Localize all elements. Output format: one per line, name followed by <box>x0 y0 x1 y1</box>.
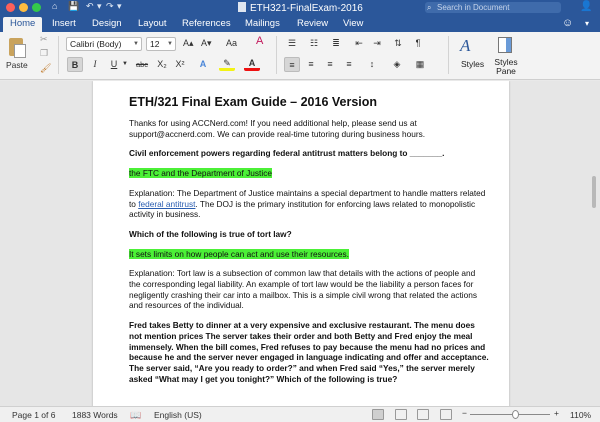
explanation-1-text: Explanation: The Department of Justice maintains a special department to handle matters related to <box>129 187 486 209</box>
focus-view-button[interactable] <box>440 409 452 420</box>
bullets-icon[interactable]: ☰ <box>287 38 297 48</box>
strikethrough-button[interactable]: abc <box>135 60 149 69</box>
numbering-icon[interactable]: ☷ <box>309 38 319 48</box>
maximize-window-button[interactable] <box>32 3 41 12</box>
font-name-value: Calibri (Body) <box>70 39 122 49</box>
paste-icon[interactable] <box>6 36 26 58</box>
decrease-indent-icon[interactable]: ⇤ <box>355 38 363 48</box>
tab-home[interactable]: Home <box>3 17 42 32</box>
tab-insert[interactable]: Insert <box>52 18 76 29</box>
document-canvas[interactable] <box>0 81 600 407</box>
answer-2-highlight: It sets limits on how people can act and use their resources. <box>129 248 349 259</box>
tab-layout[interactable]: Layout <box>138 18 167 29</box>
ribbon <box>0 32 600 80</box>
tab-view[interactable]: View <box>343 18 364 29</box>
answer-1-highlight: the FTC and the Department of Justice <box>129 168 272 179</box>
align-left-icon[interactable]: ≡ <box>284 57 300 72</box>
chevron-down-icon: ▼ <box>167 41 173 47</box>
divider <box>58 36 59 74</box>
document-page[interactable] <box>93 81 509 407</box>
zoom-in-button[interactable]: + <box>554 408 559 418</box>
zoom-slider-handle[interactable] <box>512 410 519 419</box>
zoom-out-button[interactable]: − <box>462 408 467 418</box>
styles-pane-label[interactable]: Styles Pane <box>494 57 518 76</box>
justify-icon[interactable]: ≡ <box>346 59 352 69</box>
superscript-button[interactable]: X² <box>175 59 185 69</box>
home-icon[interactable]: ⌂ <box>52 1 58 11</box>
change-case-button[interactable]: Aa <box>226 38 238 48</box>
collapse-ribbon-icon[interactable]: ▾ <box>585 19 590 28</box>
show-formatting-button[interactable]: ¶ <box>415 38 421 48</box>
language-label[interactable]: English (US) <box>154 410 202 420</box>
styles-label[interactable]: Styles <box>461 59 485 69</box>
tab-design[interactable]: Design <box>92 18 122 29</box>
font-size-select[interactable] <box>146 37 176 51</box>
intro-paragraph: Thanks for using ACCNerd.com! If you need additional help, please send us at support@accnerd.com. We can provide real-time tutoring during business hours. <box>129 118 426 139</box>
paste-label[interactable]: Paste <box>6 60 28 70</box>
search-icon: ⌕ <box>427 3 432 12</box>
tab-references[interactable]: References <box>182 18 231 29</box>
align-right-icon[interactable]: ≡ <box>327 59 333 69</box>
explanation-2: Explanation: Tort law is a subsection of common law that details with the actions of people and the corresponding legal liability. An example of tort law would be the liability a person faces for negligently crashing their car into a mailbox. This is a simple civil wrong that related the actions and resources of the individual. <box>129 268 478 311</box>
customize-toolbar-icon[interactable]: ▾ <box>117 1 122 11</box>
web-layout-view-button[interactable] <box>395 409 407 420</box>
sort-icon[interactable]: ⇅ <box>394 38 402 48</box>
question-3: Fred takes Betty to dinner at a very expensive and exclusive restaurant. The menu does not mention prices The server takes their order and both Betty and Fred enjoy the meal immensely. When the bill comes, Fred refuses to pay because the menu had no prices and because he and the server never engaged in language indicating and offer and acceptance. The server said, “Are you ready to order?” and when Fred said “Yes,” the server merely asked “What may I get you tonight?” Which of the following is true? <box>129 320 489 384</box>
vertical-scrollbar[interactable] <box>592 176 596 208</box>
font-size-value: 12 <box>150 39 160 49</box>
increase-indent-icon[interactable]: ⇥ <box>373 38 381 48</box>
text-effects-button[interactable]: A <box>199 59 207 69</box>
question-1: Civil enforcement powers regarding federal antitrust matters belong to _______. <box>129 148 445 159</box>
document-title-text: ETH321-FinalExam-2016 <box>250 3 363 14</box>
answer-1-paragraph <box>129 168 489 179</box>
undo-dropdown-icon[interactable]: ▾ <box>97 1 102 11</box>
save-icon[interactable]: 💾 <box>68 1 80 11</box>
chevron-down-icon: ▼ <box>133 41 139 47</box>
borders-icon[interactable]: ▦ <box>415 59 425 69</box>
italic-button[interactable]: I <box>93 59 97 69</box>
share-icon[interactable]: 👤 <box>580 1 593 12</box>
clear-formatting-button[interactable]: A <box>256 35 264 47</box>
word-count[interactable]: 1883 Words <box>72 410 118 420</box>
explanation-1-text-end: . The DOJ is the primary institution for enforcing laws related to monopolistic activity in business. <box>129 198 476 220</box>
underline-dropdown-icon[interactable]: ▼ <box>122 61 128 67</box>
proofing-icon[interactable]: 📖 <box>130 410 142 420</box>
styles-pane-icon[interactable] <box>498 37 512 53</box>
explanation-1 <box>129 188 489 220</box>
page-count[interactable]: Page 1 of 6 <box>12 410 56 420</box>
document-title <box>238 2 363 14</box>
styles-icon[interactable]: A <box>460 36 471 55</box>
divider <box>276 36 277 74</box>
highlight-button[interactable]: ✎ <box>219 56 235 71</box>
federal-antitrust-link[interactable]: federal antitrust <box>138 198 196 209</box>
document-icon <box>238 2 246 12</box>
feedback-smiley-icon[interactable]: ☺ <box>562 17 574 29</box>
ribbon-tabs <box>0 15 600 32</box>
zoom-level[interactable]: 110% <box>570 410 592 420</box>
copy-icon[interactable]: ❐ <box>40 48 49 58</box>
divider <box>448 36 449 74</box>
tab-mailings[interactable]: Mailings <box>245 18 280 29</box>
shading-icon[interactable]: ◈ <box>393 59 401 69</box>
line-spacing-icon[interactable]: ↕ <box>369 59 375 69</box>
multilevel-list-icon[interactable]: ≣ <box>332 38 340 48</box>
format-painter-icon[interactable]: 🖌 <box>40 63 52 73</box>
subscript-button[interactable]: X₂ <box>157 59 167 69</box>
status-bar <box>0 406 600 422</box>
tab-review[interactable]: Review <box>297 18 329 29</box>
undo-icon[interactable]: ↶ <box>86 1 94 11</box>
shrink-font-button[interactable]: A▾ <box>201 38 212 48</box>
zoom-slider[interactable] <box>470 414 550 415</box>
outline-view-button[interactable] <box>417 409 429 420</box>
align-center-icon[interactable]: ≡ <box>308 59 314 69</box>
search-placeholder: Search in Document <box>437 3 510 12</box>
cut-icon[interactable]: ✂ <box>40 34 48 44</box>
close-window-button[interactable] <box>6 3 15 12</box>
question-2: Which of the following is true of tort law? <box>129 228 292 239</box>
font-name-select[interactable] <box>66 37 142 51</box>
redo-icon[interactable]: ↷ <box>106 1 114 11</box>
grow-font-button[interactable]: A▴ <box>183 38 194 48</box>
title-bar <box>0 0 600 15</box>
minimize-window-button[interactable] <box>19 3 28 12</box>
font-color-button[interactable]: A <box>244 56 260 71</box>
search-in-document-input[interactable] <box>425 2 561 13</box>
bold-button[interactable]: B <box>67 57 83 72</box>
underline-button[interactable]: U <box>110 59 118 69</box>
answer-2-paragraph <box>129 249 489 260</box>
document-heading: ETH/321 Final Exam Guide – 2016 Version <box>129 95 378 109</box>
print-layout-view-button[interactable] <box>372 409 384 420</box>
